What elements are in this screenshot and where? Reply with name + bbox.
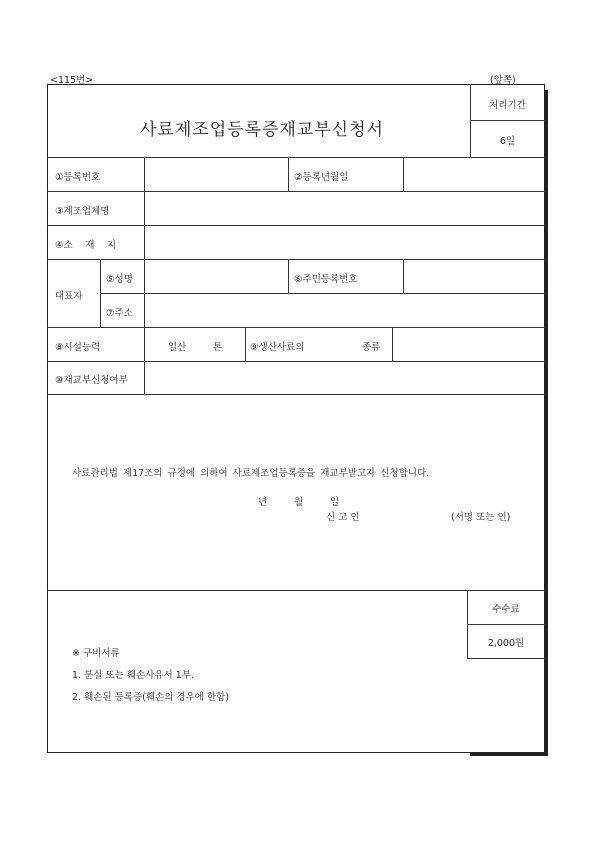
address-label: ⑦주소: [106, 308, 133, 319]
name-label: ⑤성명: [106, 274, 133, 285]
signature-label: (서명 또는 인): [451, 512, 511, 523]
fee-label: 수수료: [492, 604, 520, 615]
row-line: [100, 293, 545, 294]
column-line: [288, 259, 289, 293]
feed-kind-label: 종류: [362, 342, 381, 353]
company-name-label: ③제조업체명: [55, 206, 110, 217]
column-line: [403, 259, 404, 293]
side-label: (앞쪽): [490, 75, 516, 86]
capacity-ton-label: 톤: [213, 342, 223, 353]
form-frame: [47, 84, 545, 753]
feed-type-label: ⑨생산사료의: [250, 342, 305, 353]
date-year: 년: [258, 497, 268, 508]
date-day: 일: [330, 497, 340, 508]
document-item: 1. 분실 또는 훼손사유서 1부.: [72, 670, 194, 681]
location-label: ④소 재 지: [55, 240, 117, 251]
form-number: <115번>: [50, 75, 94, 86]
column-line: [288, 157, 289, 191]
frame-shadow-right: [545, 90, 548, 756]
document-item: 2. 훼손된 등록증(훼손의 경우에 한함): [72, 692, 230, 703]
column-line: [100, 259, 101, 327]
registration-number-label: ①등록번호: [55, 172, 101, 183]
registration-date-label: ②등록년월일: [294, 172, 349, 183]
facility-capacity-label: ⑧시설능력: [55, 342, 101, 353]
representative-label: 대표자: [55, 291, 83, 302]
date-month: 월: [294, 497, 304, 508]
fee-midline: [467, 624, 545, 625]
processing-midline: [470, 120, 545, 121]
reissue-request-label: ⑩재교부신청여부: [55, 375, 128, 386]
column-line: [144, 157, 145, 394]
fee-value: 2,000원: [487, 638, 525, 649]
row-line: [47, 361, 545, 362]
application-statement: 사료관리법 제17조의 규정에 의하여 사료제조업등록증을 재교부받고자 신청합니다.: [72, 468, 430, 479]
row-line: [47, 590, 545, 591]
column-line: [392, 327, 393, 361]
documents-heading: ※ 구비서류: [72, 648, 120, 659]
frame-shadow-bottom: [470, 753, 548, 756]
fee-bottom: [467, 658, 545, 659]
capacity-daily-label: 일산: [168, 342, 187, 353]
row-line: [47, 157, 545, 158]
form-title: 사료제조업등록증재교부신청서: [140, 120, 384, 140]
applicant-label: 신 고 인: [326, 512, 360, 523]
row-line: [47, 394, 545, 395]
row-line: [47, 259, 545, 260]
row-line: [47, 225, 545, 226]
row-line: [47, 327, 545, 328]
processing-period-value: 6일: [499, 136, 516, 147]
row-line: [47, 191, 545, 192]
column-line: [245, 327, 246, 361]
column-line: [403, 157, 404, 191]
resident-number-label: ⑥주민등록번호: [294, 274, 358, 285]
processing-period-label: 처리기간: [489, 100, 526, 111]
